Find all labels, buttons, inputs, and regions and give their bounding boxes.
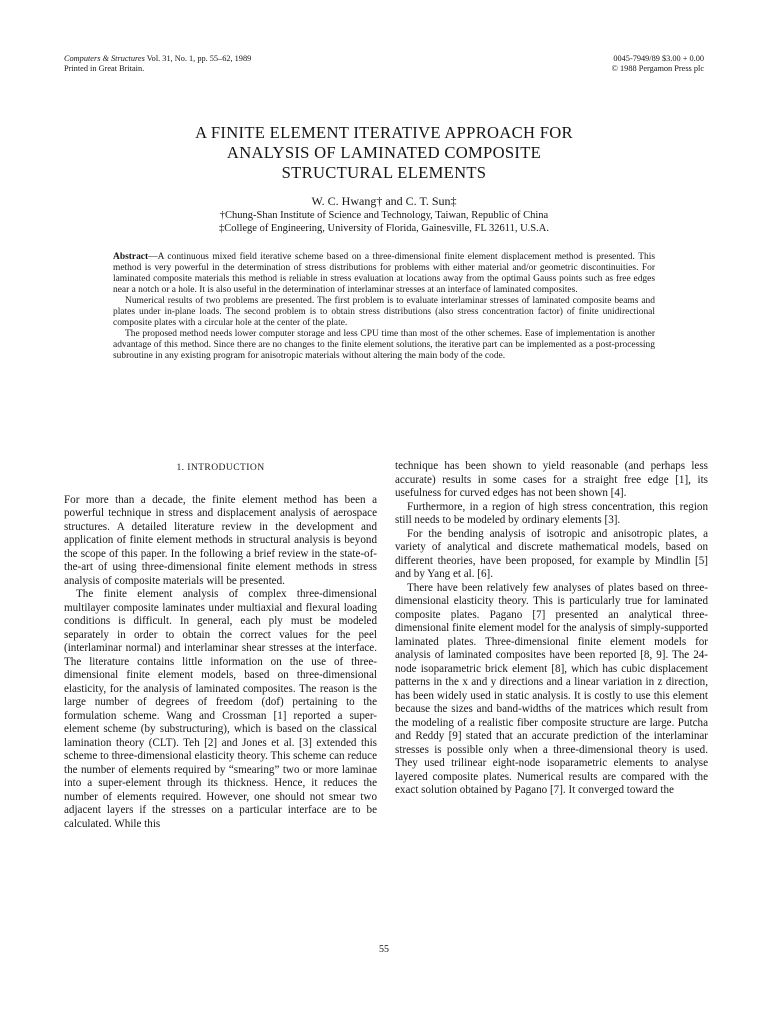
paper-title — [64, 123, 704, 183]
copyright: © 1988 Pergamon Press plc — [611, 63, 704, 73]
body-paragraph: technique has been shown to yield reasonable (and perhaps less accurate) results in some cases for a straight free edge [1], its usefulness for curved edges has not been shown [4]. — [395, 460, 708, 499]
left-column — [64, 461, 377, 831]
abstract — [113, 252, 655, 362]
body-paragraph: For the bending analysis of isotropic and anisotropic plates, a variety of analytical and discrete mathematical models, based on different theories, have been proposed, for example by Mindlin [5] and by Yang et al. [6]. — [395, 527, 708, 580]
affiliation: †Chung-Shan Institute of Science and Technology, Taiwan, Republic of China — [219, 210, 549, 221]
title-line: STRUCTURAL ELEMENTS — [281, 163, 487, 182]
publisher-code — [612, 54, 704, 73]
abstract-label: Abstract — [113, 252, 149, 262]
right-column — [395, 460, 708, 798]
section-heading: 1. INTRODUCTION — [176, 462, 265, 473]
journal-citation — [64, 54, 251, 73]
affiliation: ‡College of Engineering, University of Florida, Gainesville, FL 32611, U.S.A. — [219, 222, 549, 234]
title-line: ANALYSIS OF LAMINATED COMPOSITE — [226, 143, 542, 162]
affiliations — [64, 210, 704, 235]
abstract-paragraph: Numerical results of two problems are presented. The first problem is to evaluate interlaminar stresses of laminated composite beams and plates under in-plane loads. The second problem is to obtain stress distributions (also stress concentration factor) of finite unidirectional composite plates with a circular hole at the center of the plate. — [113, 296, 655, 328]
authors: W. C. Hwang† and C. T. Sun‡ — [311, 194, 457, 208]
journal-volume: Vol. 31, No. 1, pp. 55–62, 1989 — [146, 54, 252, 63]
journal-name: Computers & Structures — [64, 54, 145, 63]
body-paragraph: For more than a decade, the finite element method has been a powerful technique in stress and displacement analysis of aerospace structures. A detailed literature review in the development and application of finite element methods in structural analysis is beyond the scope of this paper. In the following a brief review in the state-of-the-art of using three-dimensional finite element methods in stress analysis of composite materials will be presented. — [64, 493, 377, 587]
body-paragraph: The finite element analysis of complex three-dimensional multilayer composite laminates under multiaxial and flexural loading conditions is difficult. In general, each ply must be modeled separately in order to obtain the correct values for the peel (interlaminar normal) and interlaminar shear stresses at the interface. The literature contains little information on the use of three-dimensional finite element models, based on three-dimensional elasticity, for the analysis of laminated composites. The reason is the large number of degrees of freedom (dof) pertaining to the formulation scheme. Wang and Crossman [1] reported a super-element scheme (by substructuring), which is based on the classical lamination theory (CLT). Teh [2] and Jones et al. [3] extended this scheme to three-dimensional elasticity theory. This scheme can reduce the number of elements required by “smearing” two or more laminae into a super-element through its thickness. Hence, it reduces the number of elements required. However, one should not smear two adjacent layers if the stresses on a particular interface are to be calculated. While this — [64, 588, 377, 830]
body-paragraph: Furthermore, in a region of high stress concentration, this region still needs to be modeled by ordinary elements [3]. — [395, 500, 708, 526]
abstract-paragraph: Abstract—A continuous mixed field iterative scheme based on a three-dimensional finite element displacement method is presented. This method is very powerful in the determination of stress distributions for problems with either material and/or geometric discontinuities. For laminated composite materials this method is reliable in stress evaluation at locations away from the optimal Gauss points such as free edges near a notch or a hole. It is also useful in the determination of interlaminar stresses at an interface of laminated composites. — [113, 252, 655, 295]
issn-price: 0045-7949/89 $3.00 + 0.00 — [613, 54, 704, 63]
printed-in: Printed in Great Britain. — [64, 63, 145, 73]
body-paragraph: There have been relatively few analyses of plates based on three-dimensional elasticity theory. This is particularly true for laminated composite plates. Pagano [7] presented an analytical three-dimensional finite element model for the analysis of simply-supported laminated plates. Three-dimensional finite element models for analysis of laminated composites have been reported [8, 9]. The 24-node isoparametric brick element [8], which has cubic displacement patterns in the x and y directions and a linear variation in z direction, has been widely used in static analysis. It is costly to use this element because the sizes and band-widths of the matrices which result from the modeling of a realistic fiber composite structure are large. Putcha and Reddy [9] stated that an accurate prediction of the interlaminar stresses is possible only when a three-dimensional theory is used. They used trilinear eight-node isoparametric elements to analyse layered composite plates. Numerical results are compared with the exact solution obtained by Pagano [7]. It converged toward the — [395, 581, 708, 796]
abstract-paragraph: The proposed method needs lower computer storage and less CPU time than most of the other schemes. Ease of implementation is another advantage of this method. Since there are no changes to the finite element solutions, the iterative part can be implemented as a post-processing subroutine in any existing program for anisotropic materials without altering the main body of the code. — [113, 329, 655, 361]
page-number: 55 — [379, 944, 389, 955]
title-line: A FINITE ELEMENT ITERATIVE APPROACH FOR — [195, 123, 573, 142]
